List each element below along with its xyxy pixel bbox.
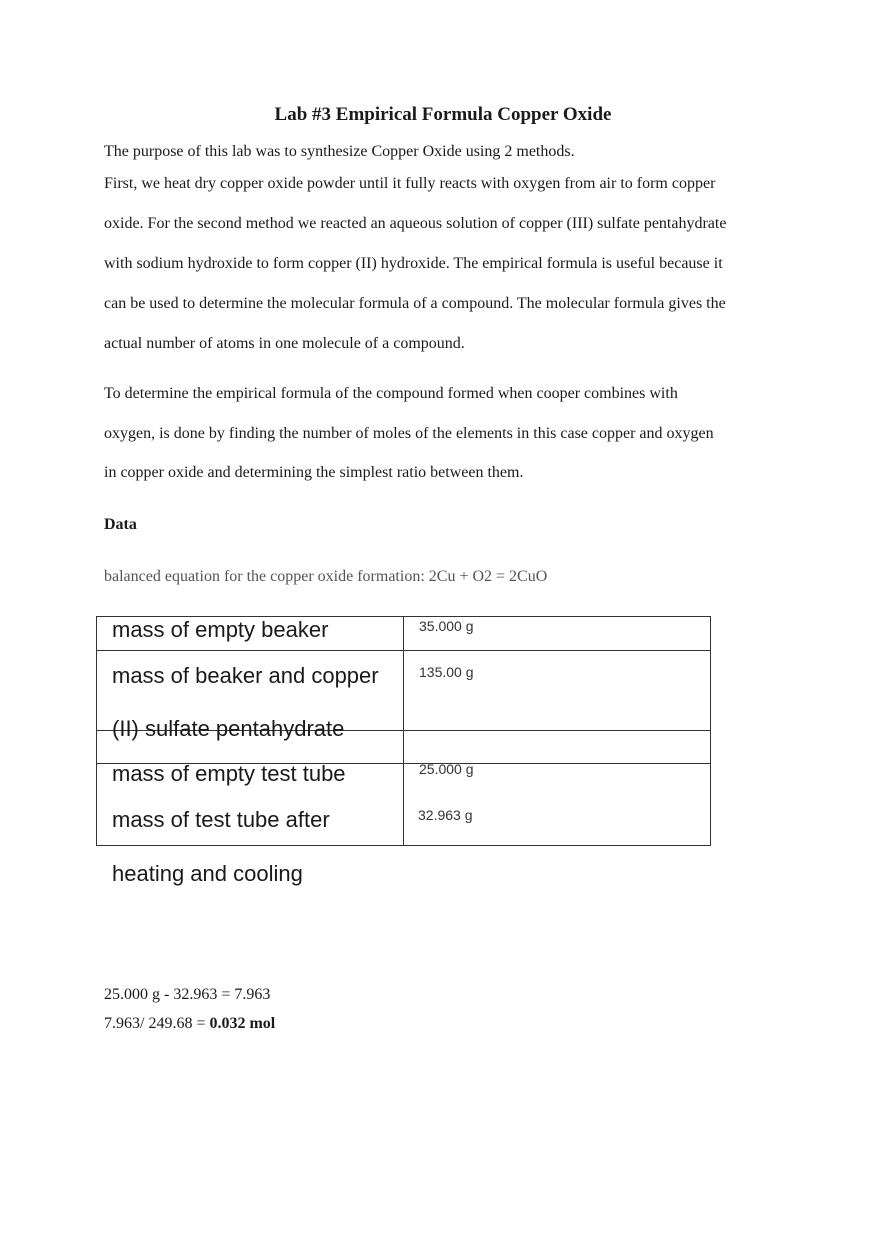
intro-line: can be used to determine the molecular formula of a compound. The molecular formula gives the [104, 295, 726, 312]
table-label: mass of empty beaker [112, 617, 329, 642]
method-line: To determine the empirical formula of the compound formed when cooper combines with [104, 385, 678, 402]
intro-line: oxide. For the second method we reacted an aqueous solution of copper (III) sulfate pentahydrate [104, 215, 727, 232]
intro-line: with sodium hydroxide to form copper (II) hydroxide. The empirical formula is useful because it [104, 255, 723, 272]
table-value: 25.000 g [419, 761, 474, 777]
page-title: Lab #3 Empirical Formula Copper Oxide [274, 104, 612, 125]
calculation-expression: 7.963/ 249.68 = [104, 1015, 210, 1032]
calculation-line [104, 1015, 275, 1033]
intro-line: First, we heat dry copper oxide powder until it fully reacts with oxygen from air to form copper [104, 175, 716, 192]
table-label: mass of empty test tube [112, 761, 346, 786]
table-label: mass of test tube after [112, 807, 330, 832]
table-rule [96, 616, 97, 845]
table-label: (II) sulfate pentahydrate [112, 716, 345, 741]
table-rule [96, 845, 711, 846]
table-value: 35.000 g [419, 618, 474, 634]
method-line: oxygen, is done by finding the number of moles of the elements in this case copper and oxygen [104, 425, 714, 442]
table-value: 32.963 g [418, 807, 473, 823]
table-value: 135.00 g [419, 664, 474, 680]
table-rule [403, 616, 404, 845]
calculation-result: 0.032 mol [209, 1015, 276, 1032]
intro-line: actual number of atoms in one molecule of a compound. [104, 335, 465, 352]
data-heading: Data [104, 516, 137, 533]
balanced-equation: balanced equation for the copper oxide formation: 2Cu + O2 = 2CuO [104, 568, 548, 585]
table-label: heating and cooling [112, 861, 303, 886]
calculation-line: 25.000 g - 32.963 = 7.963 [104, 986, 271, 1003]
method-line: in copper oxide and determining the simplest ratio between them. [104, 464, 524, 481]
intro-line: The purpose of this lab was to synthesize Copper Oxide using 2 methods. [104, 143, 575, 160]
table-rule [710, 616, 711, 845]
table-label: mass of beaker and copper [112, 663, 379, 688]
